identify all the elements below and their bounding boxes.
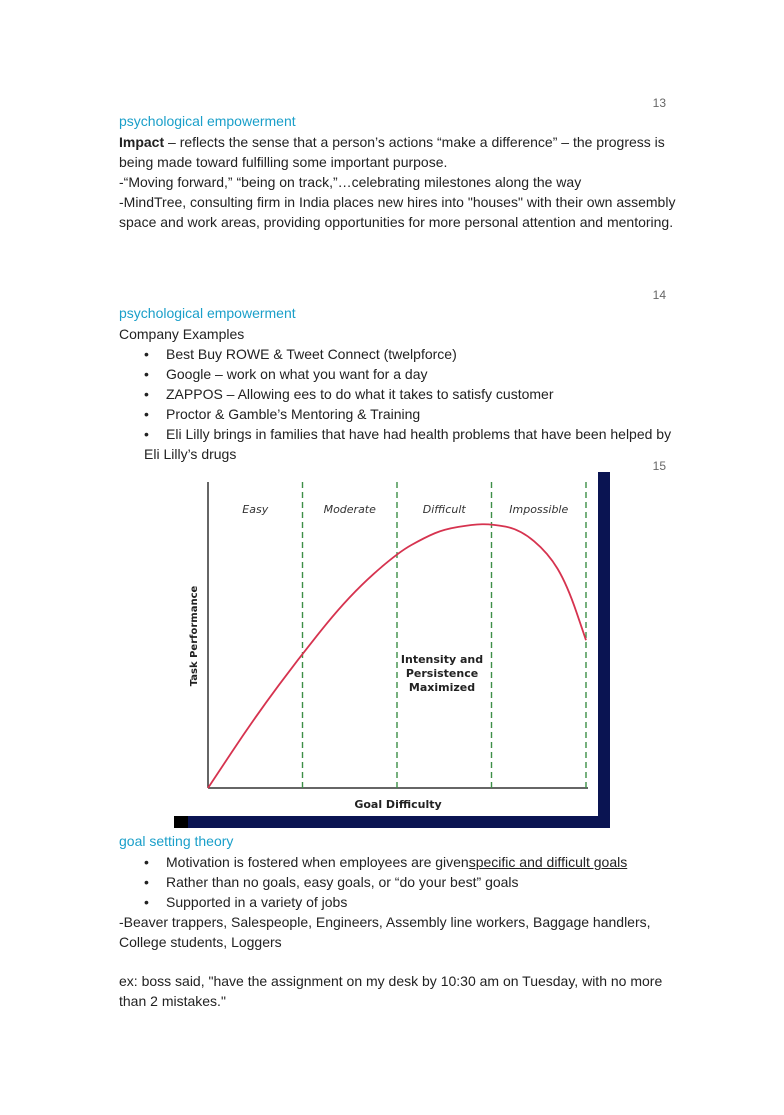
- boss-example-line: ex: boss said, "have the assignment on my desk by 10:30 am on Tuesday, with no more than 2 mistakes.": [119, 973, 663, 1009]
- list-item: • Rather than no goals, easy goals, or “do your best” goals: [119, 872, 679, 892]
- list-item: • Best Buy ROWE & Tweet Connect (twelpforce): [119, 344, 679, 364]
- list-item: • Google – work on what you want for a day: [119, 364, 679, 384]
- annotation-line-3: Maximized: [408, 681, 476, 694]
- milestones-line: -“Moving forward,” “being on track,”…celebrating milestones along the way: [119, 174, 582, 190]
- impact-term: Impact: [119, 134, 165, 150]
- mindtree-line: -MindTree, consulting firm in India places new hires into "houses" with their own assembly space and work areas, providing opportunities for more personal attention and mentoring.: [119, 194, 676, 230]
- slide-number: 14: [652, 288, 666, 302]
- zone-label-moderate: Moderate: [323, 503, 376, 516]
- goal-setting-list: [119, 852, 679, 912]
- section-heading: goal setting theory: [119, 833, 234, 849]
- frame-right-bar: [598, 472, 610, 828]
- slide-number: 15: [652, 459, 666, 473]
- slide-number: 13: [652, 96, 666, 110]
- annotation-line-2: Persistence: [405, 667, 479, 680]
- list-item: • Motivation is fostered when employees are givenspecific and difficult goals: [119, 852, 679, 872]
- section-heading: psychological empowerment: [119, 113, 296, 129]
- list-item: • Proctor & Gamble’s Mentoring & Training: [119, 404, 679, 424]
- frame-corner: [174, 816, 188, 828]
- zone-label-easy: Easy: [242, 503, 269, 516]
- zone-label-difficult: Difficult: [422, 503, 466, 516]
- frame-bottom-bar: [174, 816, 610, 828]
- y-axis-label: Task Performance: [189, 585, 200, 687]
- annotation-line-1: Intensity and: [400, 653, 484, 666]
- list-item: • ZAPPOS – Allowing ees to do what it takes to satisfy customer: [119, 384, 679, 404]
- x-axis-label: Goal Difficulty: [354, 798, 442, 811]
- company-examples-label: Company Examples: [119, 326, 245, 342]
- list-item: • Eli Lilly brings in families that have had health problems that have been helped by Eli Lilly’s drugs: [119, 424, 679, 464]
- examples-line: -Beaver trappers, Salespeople, Engineers, Assembly line workers, Baggage handlers, College students, Loggers: [119, 914, 651, 950]
- list-item: • Supported in a variety of jobs: [119, 892, 679, 912]
- impact-definition: – reflects the sense that a person’s actions “make a difference” – the progress is being made toward fulfilling some important purpose.: [119, 134, 665, 170]
- section-heading: psychological empowerment: [119, 305, 296, 321]
- zone-label-impossible: Impossible: [509, 503, 569, 516]
